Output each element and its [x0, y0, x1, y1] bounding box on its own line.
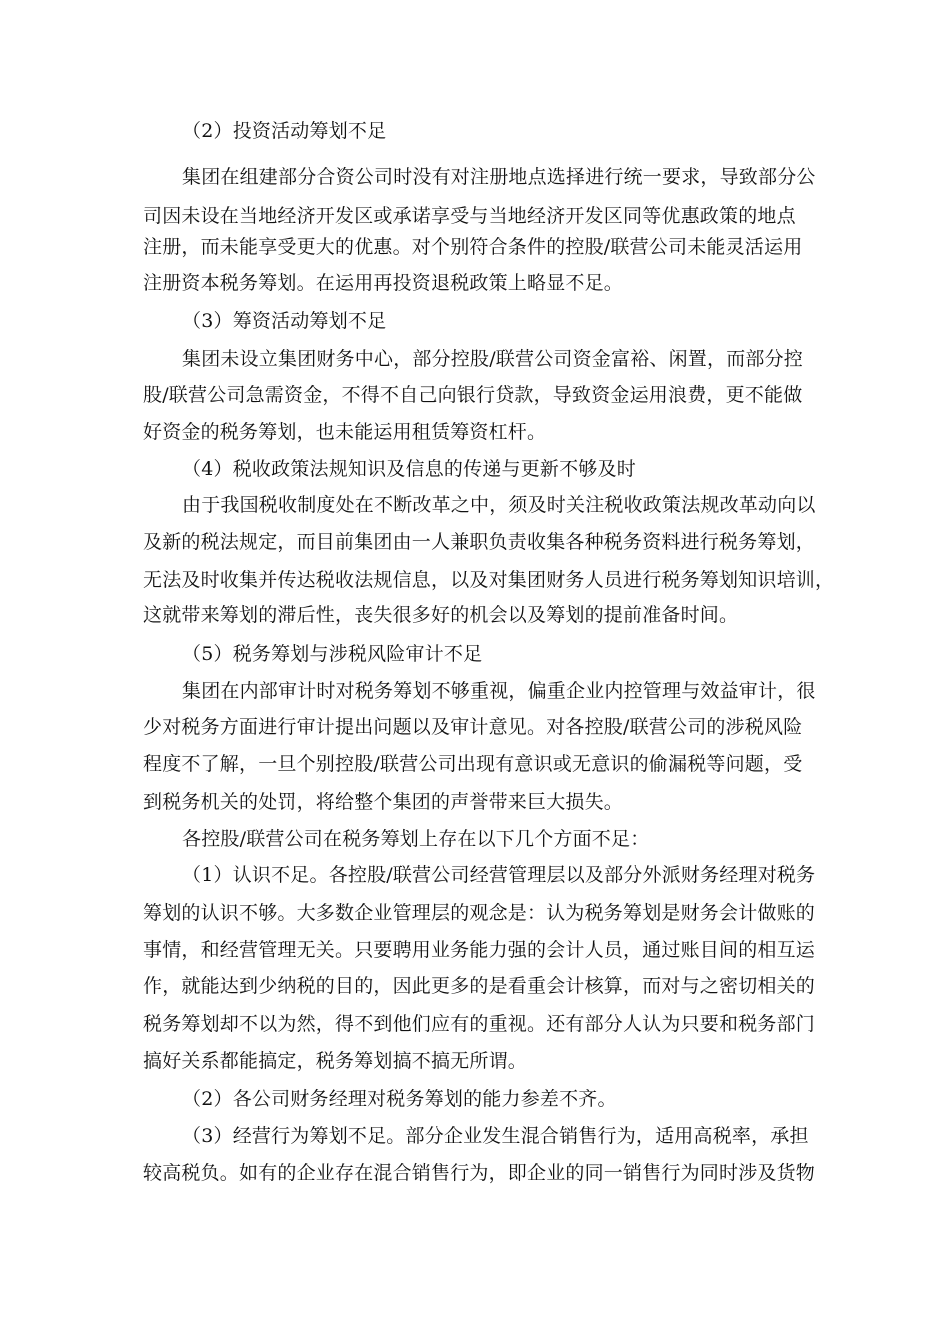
paragraph-line: 集团未设立集团财务中心，部分控股/联营公司资金富裕、闲置，而部分控: [182, 348, 804, 370]
paragraph-line: 无法及时收集并传达税收法规信息，以及对集团财务人员进行税务筹划知识培训，: [143, 569, 835, 591]
heading-audit: （5）税务筹划与涉税风险审计不足: [182, 643, 483, 665]
paragraph-line: 由于我国税收制度处在不断改革之中，须及时关注税收政策法规改革动向以: [182, 494, 816, 516]
paragraph-line: 筹划的认识不够。大多数企业管理层的观念是：认为税务筹划是财务会计做账的: [143, 902, 816, 924]
paragraph-line: 股/联营公司急需资金，不得不自己向银行贷款，导致资金运用浪费，更不能做: [143, 384, 803, 406]
paragraph-line: 作，就能达到少纳税的目的，因此更多的是看重会计核算，而对与之密切相关的: [143, 975, 816, 997]
paragraph-line: 注册资本税务筹划。在运用再投资退税政策上略显不足。: [143, 272, 624, 294]
paragraph-line: （3）经营行为筹划不足。部分企业发生混合销售行为，适用高税率，承担: [182, 1125, 809, 1147]
paragraph-line: 事情，和经营管理无关。只要聘用业务能力强的会计人员，通过账目间的相互运: [143, 939, 816, 961]
paragraph-line: 较高税负。如有的企业存在混合销售行为，即企业的同一销售行为同时涉及货物: [143, 1162, 816, 1184]
paragraph-line: 少对税务方面进行审计提出问题以及审计意见。对各控股/联营公司的涉税风险: [143, 716, 803, 738]
paragraph-line: 注册，而未能享受更大的优惠。对个别符合条件的控股/联营公司未能灵活运用: [143, 236, 803, 258]
heading-investment: （2）投资活动筹划不足: [182, 120, 387, 142]
paragraph-line: 程度不了解，一旦个别控股/联营公司出现有意识或无意识的偷漏税等问题，受: [143, 753, 803, 775]
paragraph-line: 各控股/联营公司在税务筹划上存在以下几个方面不足：: [182, 828, 650, 850]
paragraph-line: 这就带来筹划的滞后性，丧失很多好的机会以及筹划的提前准备时间。: [143, 604, 739, 626]
heading-financing: （3）筹资活动筹划不足: [182, 310, 387, 332]
paragraph-line: 到税务机关的处罚，将给整个集团的声誉带来巨大损失。: [143, 791, 624, 813]
paragraph-line: 搞好关系都能搞定，税务筹划搞不搞无所谓。: [143, 1050, 528, 1072]
paragraph-line: 集团在组建部分合资公司时没有对注册地点选择进行统一要求，导致部分公: [182, 166, 816, 188]
paragraph-line: 税务筹划却不以为然，得不到他们应有的重视。还有部分人认为只要和税务部门: [143, 1013, 816, 1035]
paragraph-line: 好资金的税务筹划，也未能运用租赁筹资杠杆。: [143, 421, 547, 443]
paragraph-line: （2）各公司财务经理对税务筹划的能力参差不齐。: [182, 1088, 617, 1110]
paragraph-line: （1）认识不足。各控股/联营公司经营管理层以及部分外派财务经理对税务: [182, 864, 816, 886]
paragraph-line: 集团在内部审计时对税务筹划不够重视，偏重企业内控管理与效益审计，很: [182, 680, 816, 702]
paragraph-line: 及新的税法规定，而目前集团由一人兼职负责收集各种税务资料进行税务筹划，: [143, 531, 816, 553]
heading-tax-policy: （4）税收政策法规知识及信息的传递与更新不够及时: [182, 458, 636, 480]
paragraph-line: 司因未设在当地经济开发区或承诺享受与当地经济开发区同等优惠政策的地点: [143, 205, 796, 227]
